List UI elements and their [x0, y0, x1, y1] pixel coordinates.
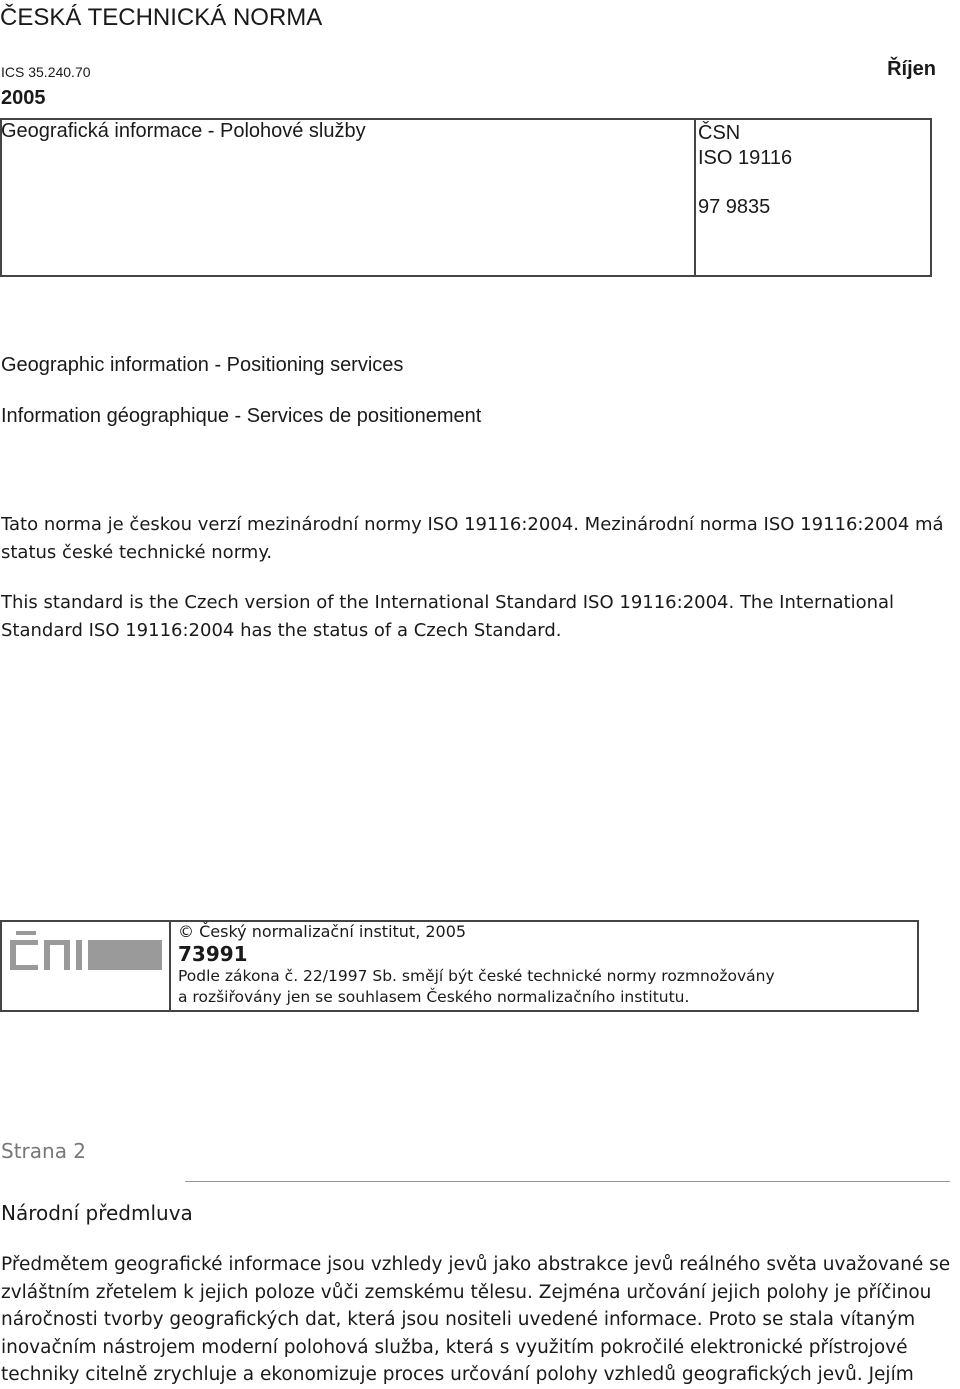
publication-year: 2005	[1, 87, 46, 109]
copyright-box	[0, 920, 919, 1012]
csn-label: ČSN	[698, 122, 741, 144]
foreword-line: zvláštním zřetelem k jejich poloze vůči zemskému tělesu. Zejména určování jejich polohy je příčinou	[1, 1281, 932, 1303]
page-label: Strana 2	[1, 1139, 87, 1163]
document-title: ČESKÁ TECHNICKÁ NORMA	[0, 4, 323, 31]
section-title: Národní předmluva	[1, 1201, 193, 1225]
english-statement: This standard is the Czech version of the International Standard ISO 19116:2004. The International Standard ISO 19116:2004 has the status of a Czech Standard.	[1, 592, 895, 641]
foreword-line: techniky citelně zrychluje a ekonomizuje proces určování polohy vzhledů geografických jevů. Jejím	[1, 1364, 914, 1385]
foreword-line: inovačním nástrojem moderní polohová služba, která s využitím pokročilé elektronické přístrojové	[1, 1336, 908, 1358]
foreword-line: náročnosti tvorby geografických dat, která jsou nositeli uvedené informace. Proto se stala vítaným	[1, 1309, 916, 1330]
law-notice-line-1: Podle zákona č. 22/1997 Sb. smějí být české technické normy rozmnožovány	[178, 967, 775, 985]
cni-logo-icon	[8, 928, 164, 976]
classification-code: 97 9835	[698, 196, 771, 218]
designation-cell	[694, 120, 934, 275]
czech-statement: Tato norma je českou verzí mezinárodní normy ISO 19116:2004. Mezinárodní norma ISO 19116:2004 má status české technické normy.	[1, 514, 944, 563]
publication-month: Říjen	[887, 58, 936, 80]
logo-cell	[2, 922, 171, 1010]
foreword-line: Předmětem geografické informace jsou vzhledy jevů jako abstrakce jevů reálného světa uvažované se	[1, 1254, 951, 1275]
ics-code: ICS 35.240.70	[1, 64, 91, 80]
copyright-holder: © Český normalizační institut, 2005	[178, 922, 467, 941]
czech-title: Geografická informace - Polohové služby	[1, 120, 366, 142]
foreword-body	[1, 1251, 959, 1389]
divider	[185, 1181, 950, 1182]
law-notice-line-2: a rozšiřovány jen se souhlasem Českého normalizačního institutu.	[178, 988, 690, 1006]
french-title: Information géographique - Services de positionement	[1, 405, 482, 427]
english-title: Geographic information - Positioning services	[1, 354, 404, 376]
standard-number: ISO 19116	[698, 147, 793, 169]
catalog-number: 73991	[178, 942, 248, 966]
